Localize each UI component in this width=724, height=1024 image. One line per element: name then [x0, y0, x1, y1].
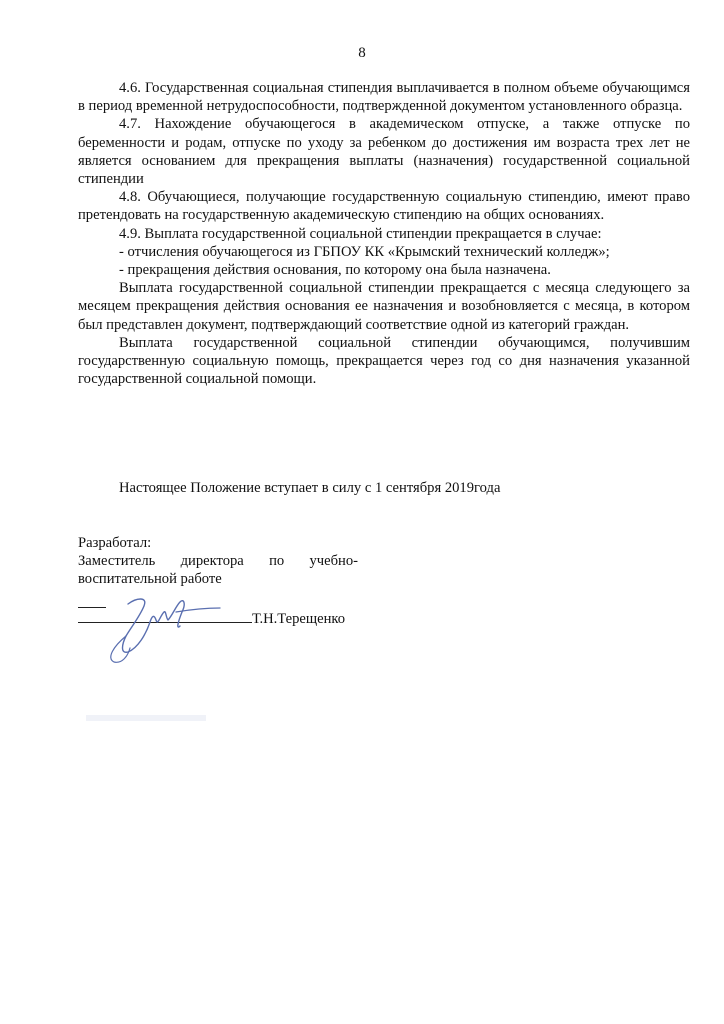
handwritten-signature — [92, 586, 232, 666]
document-body — [78, 79, 690, 388]
list-item-termination: - прекращения действия основания, по которому она была назначена. — [119, 262, 551, 279]
signature-stroke-main — [123, 599, 185, 652]
signer-name: Т.Н.Терещенко — [252, 611, 346, 627]
effective-date-statement: Настоящее Положение вступает в силу с 1 сентября 2019года — [119, 480, 501, 496]
faint-stamp-mark — [80, 705, 220, 735]
signature-block — [78, 534, 368, 589]
signer-position-line2: воспитательной работе — [78, 571, 222, 588]
signer-position-line1: Заместитель директора по учебно- — [78, 553, 358, 570]
signature-stroke-loop — [111, 636, 130, 662]
paragraph-payment-resume: Выплата государственной социальной стипендии прекращается с месяца следующего за месяцем прекращения действия основания ее назначения и возобновляется с месяца, в котором был представлен документ, подтверждающий соответствие одной из категорий граждан. — [78, 280, 690, 333]
paragraph-payment-social-aid: Выплата государственной социальной стипендии обучающимся, получившим государственную социальную помощь, прекращается через год со дня назначения указанной государственной социальной помощи. — [78, 334, 690, 388]
developed-by-label: Разработал: — [78, 535, 152, 551]
page-number: 8 — [358, 45, 366, 61]
list-item-expulsion: - отчисления обучающегося из ГБПОУ КК «Крымский технический колледж»; — [119, 243, 610, 260]
paragraph-4-6: 4.6. Государственная социальная стипендия выплачивается в полном объеме обучающимся в период временной нетрудоспособности, подтвержденной документом установленного образца. — [78, 80, 690, 115]
paragraph-4-9: 4.9. Выплата государственной социальной стипендии прекращается в случае: — [119, 225, 602, 242]
paragraph-4-8: 4.8. Обучающиеся, получающие государственную социальную стипендию, имеют право претендовать на государственную академическую стипендию на общих основаниях. — [78, 189, 690, 224]
paragraph-4-7: 4.7. Нахождение обучающегося в академическом отпуске, а также отпуске по беременности и родам, отпуске по уходу за ребенком до достижения им возраста трех лет не является основанием для прекращения выплаты (назначения) государственной социальной стипендии — [78, 116, 690, 188]
